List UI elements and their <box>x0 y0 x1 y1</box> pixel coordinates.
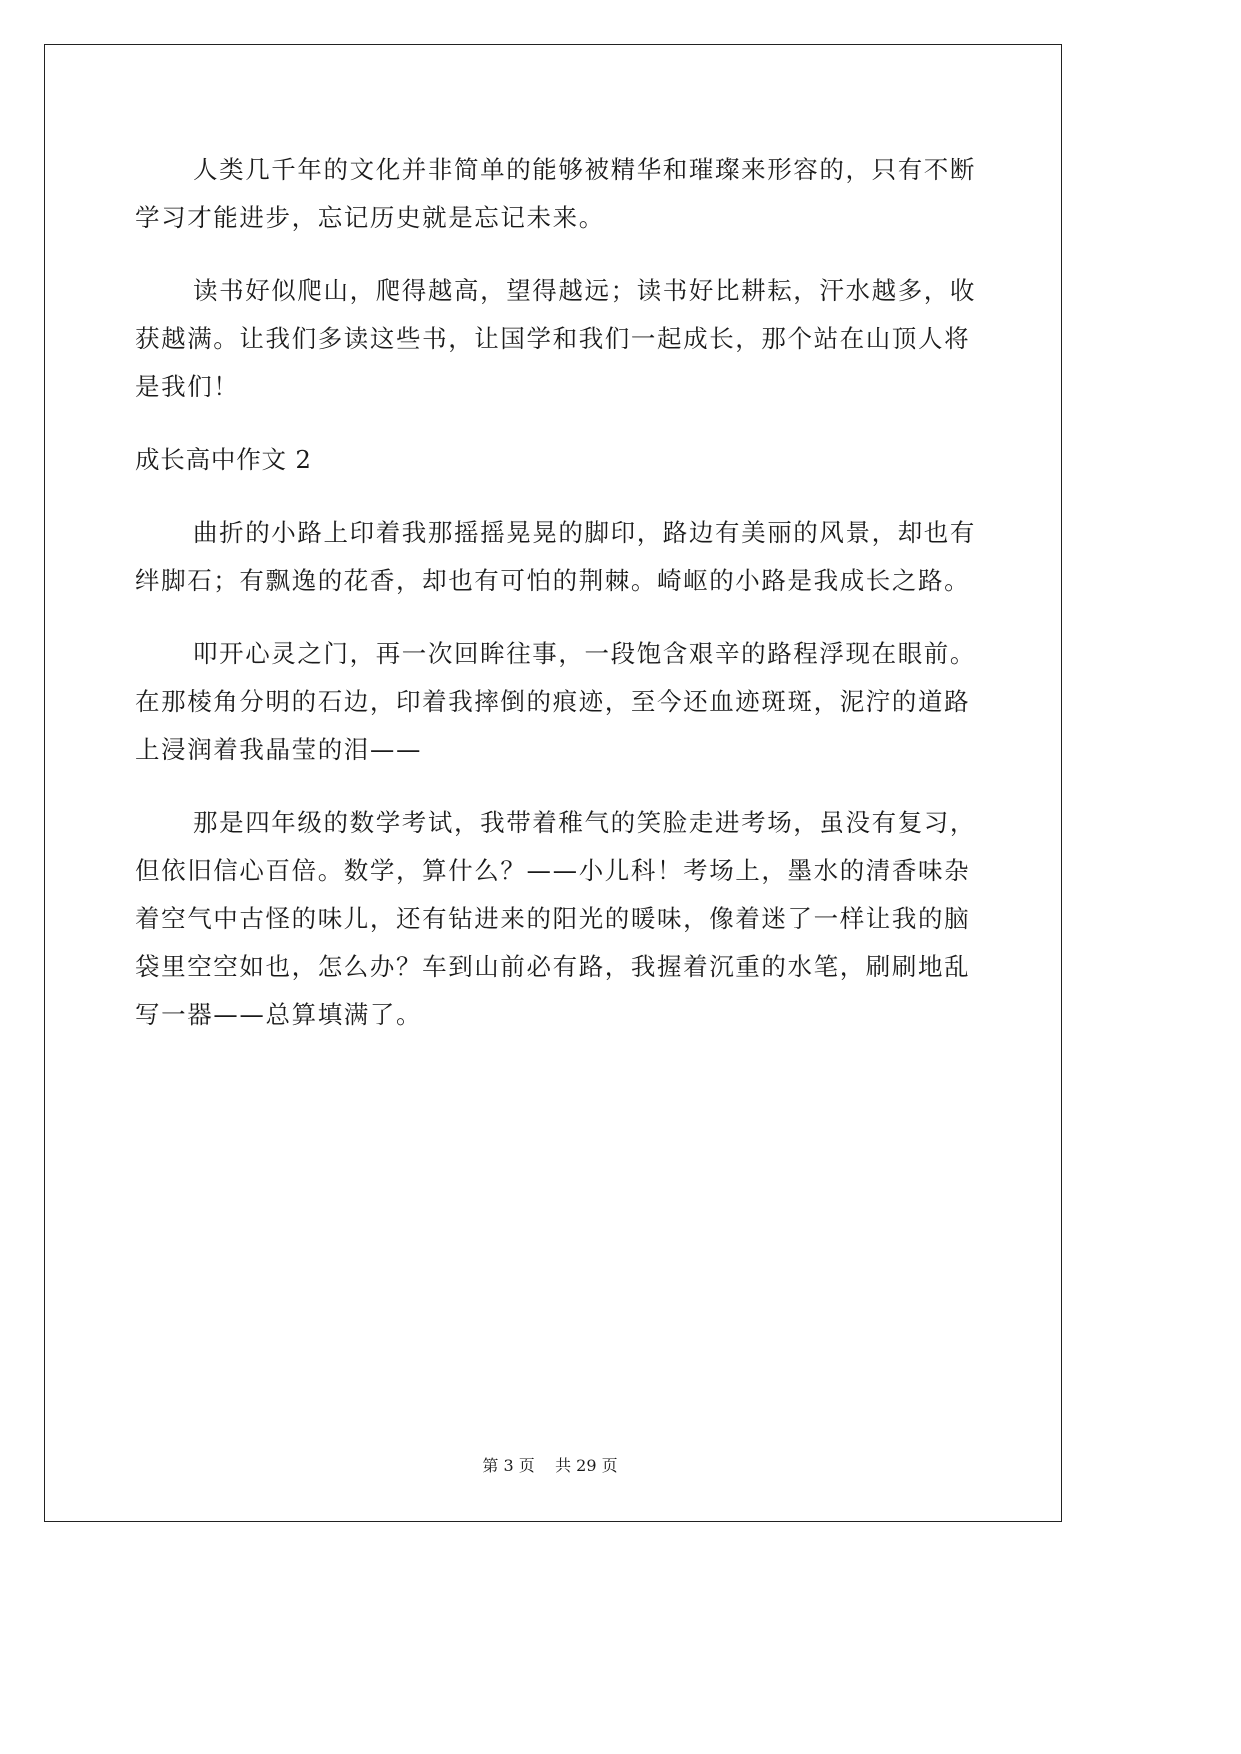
paragraph: 叩开心灵之门，再一次回眸往事，一段饱含艰辛的路程浮现在眼前。在那棱角分明的石边，印着我摔倒的痕迹，至今还血迹斑斑，泥泞的道路上浸润着我晶莹的泪—— <box>135 639 976 764</box>
paragraph: 那是四年级的数学考试，我带着稚气的笑脸走进考场，虽没有复习，但依旧信心百倍。数学，算什么？——小儿科！考场上，墨水的清香味杂着空气中古怪的味儿，还有钻进来的阳光的暖味，像着迷了一样让我的脑袋里空空如也，怎么办？车到山前必有路，我握着沉重的水笔，刷刷地乱写一器——总算填满了。 <box>135 808 976 1029</box>
page-number-footer: 第 3 页 共 29 页 <box>482 1456 618 1475</box>
paragraph: 曲折的小路上印着我那摇摇晃晃的脚印，路边有美丽的风景，却也有绊脚石；有飘逸的花香，却也有可怕的荆棘。崎岖的小路是我成长之路。 <box>135 518 976 595</box>
section-title: 成长高中作文 2 <box>135 445 312 474</box>
document-body <box>135 146 980 1064</box>
paragraph: 人类几千年的文化并非简单的能够被精华和璀璨来形容的，只有不断学习才能进步，忘记历史就是忘记未来。 <box>135 155 976 232</box>
paragraph: 读书好似爬山，爬得越高，望得越远；读书好比耕耘，汗水越多，收获越满。让我们多读这些书，让国学和我们一起成长，那个站在山顶人将是我们！ <box>135 276 976 401</box>
